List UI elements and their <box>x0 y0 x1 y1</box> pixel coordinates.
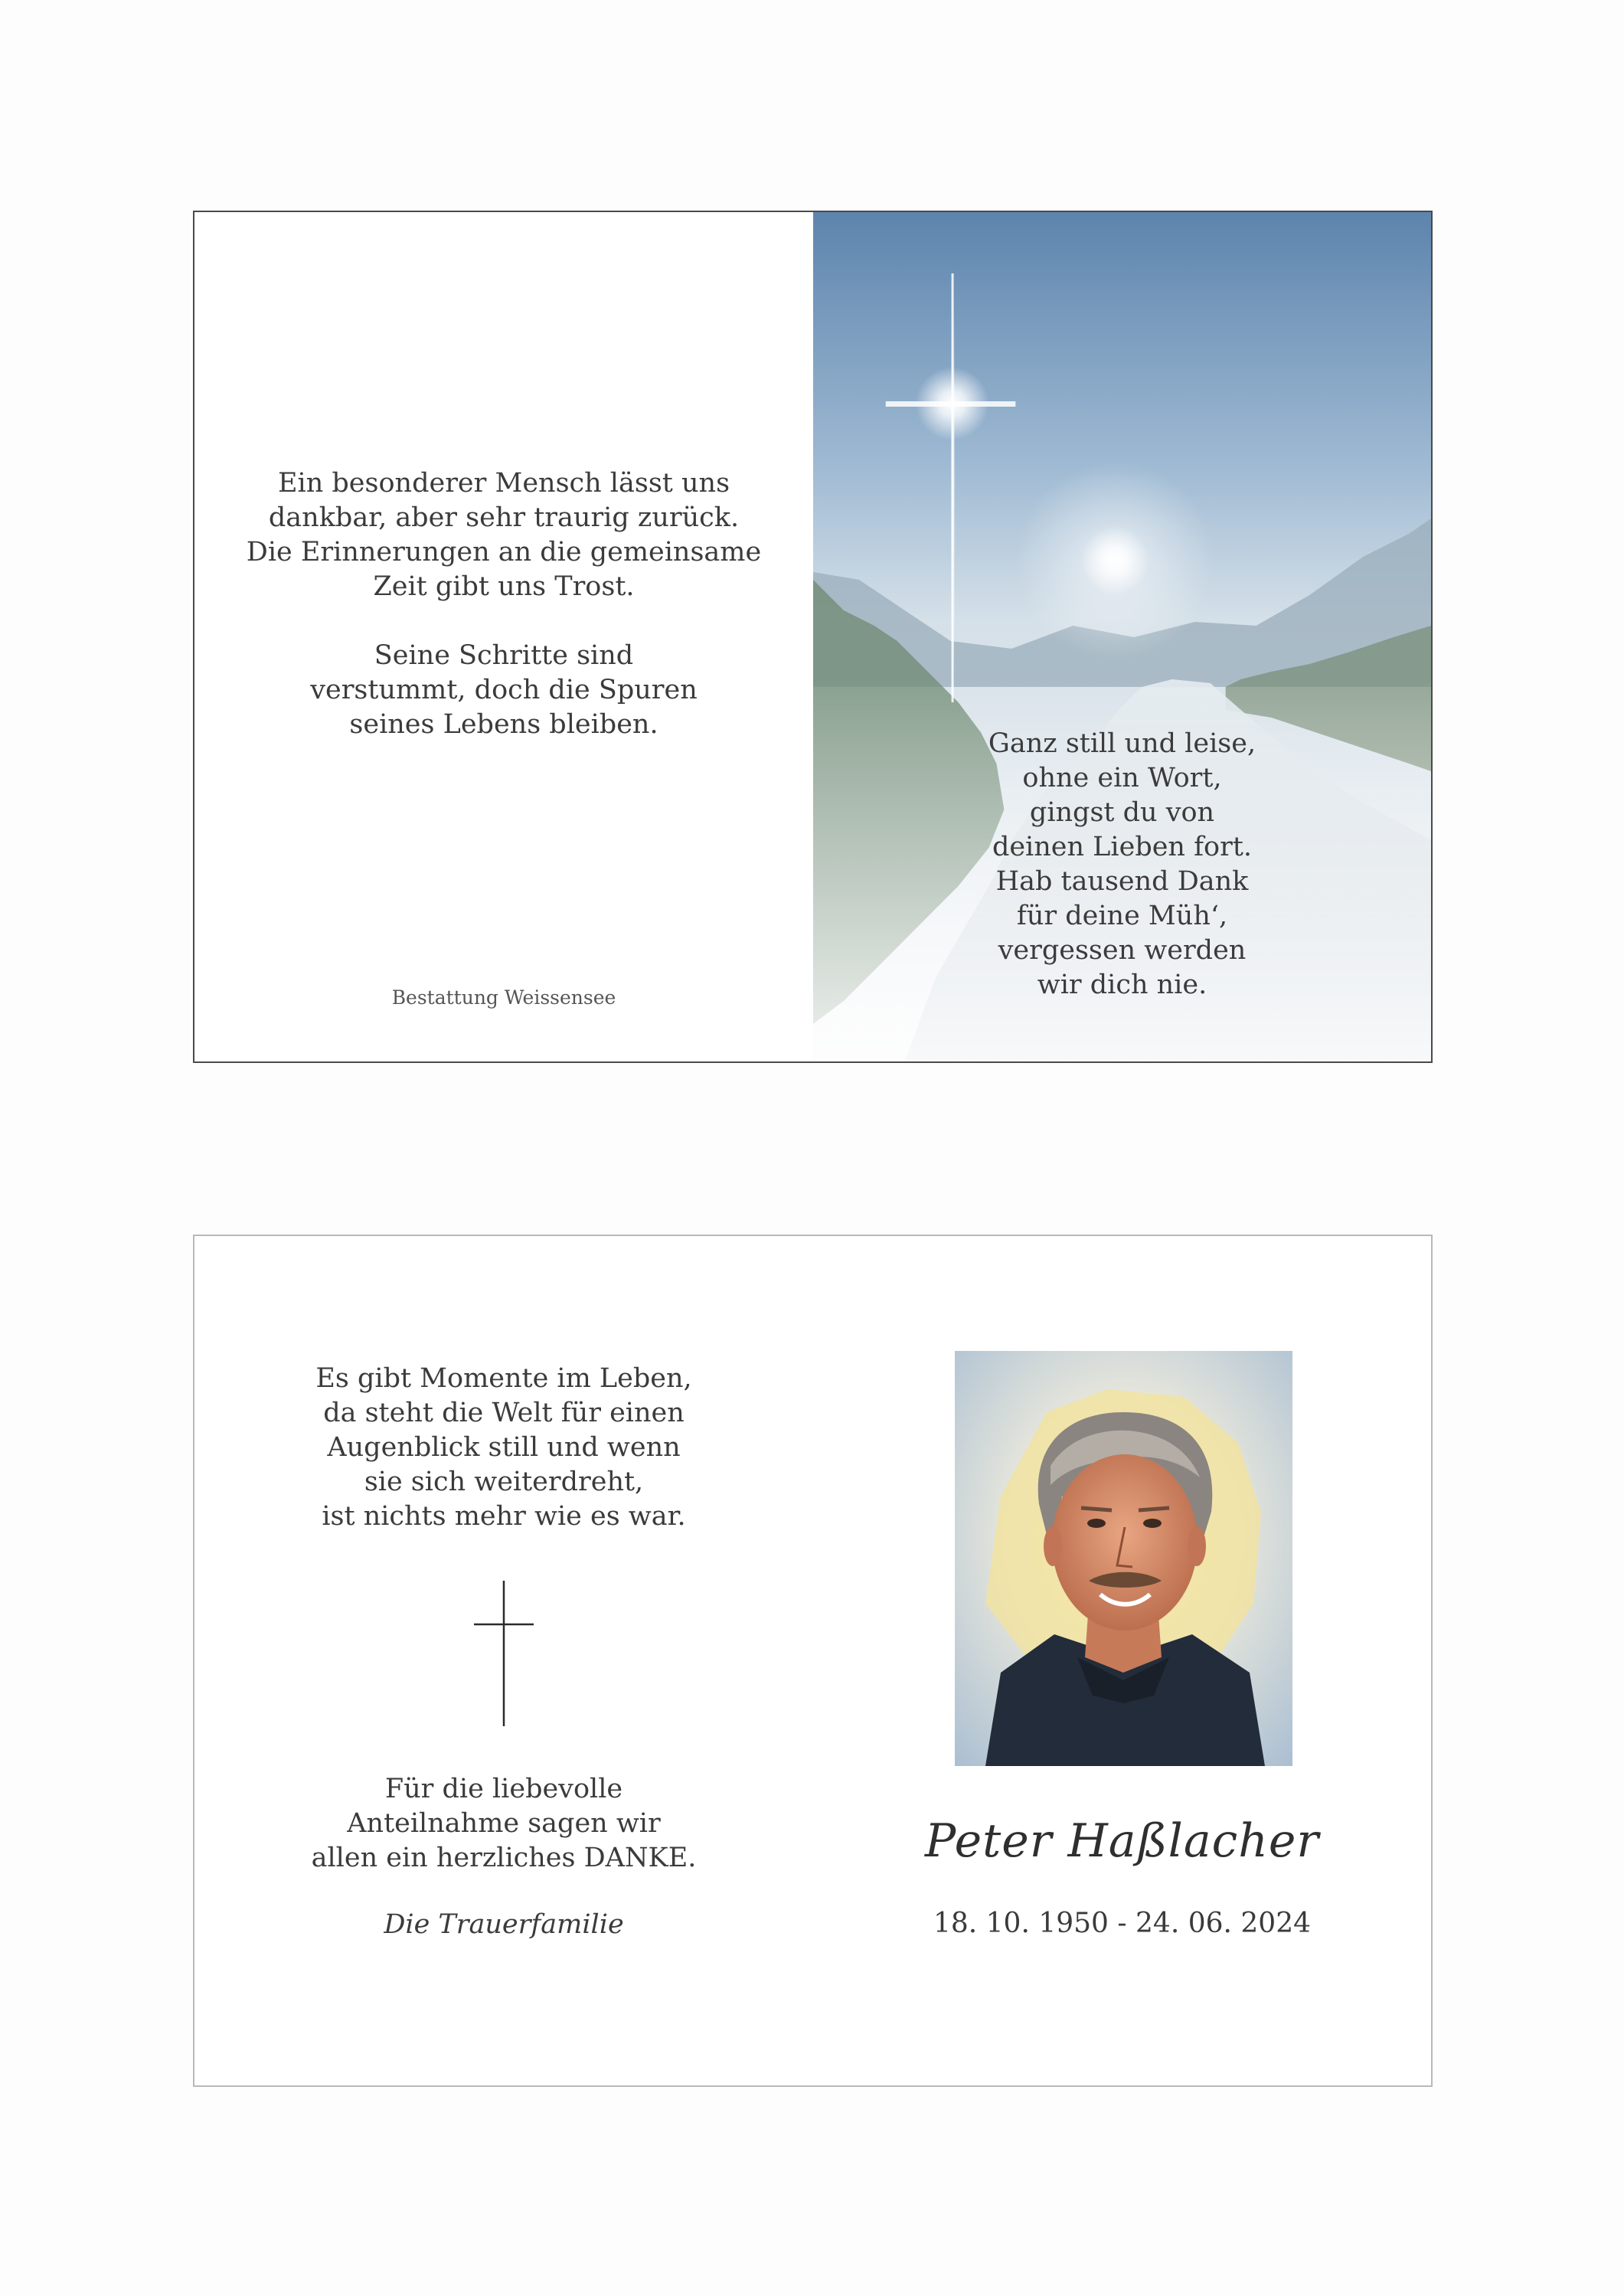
signature <box>194 1908 813 1942</box>
verse-line: Ganz still und leise, <box>988 728 1256 759</box>
verse-line: Augenblick still und wenn <box>327 1432 681 1463</box>
verse-line: verstummt, doch die Spuren <box>310 675 698 705</box>
verse-line: Zeit gibt uns Trost. <box>373 571 635 602</box>
deceased-name: Peter Haßlacher <box>924 1814 1320 1868</box>
top-left-verse <box>194 466 813 742</box>
verse-line: ist nichts mehr wie es war. <box>322 1501 686 1532</box>
bottom-left-panel <box>194 1236 813 2085</box>
verse-line: Für die liebevolle <box>384 1774 623 1804</box>
top-left-panel <box>194 212 813 1061</box>
portrait-photo <box>955 1351 1292 1766</box>
verse-line: vergessen werden <box>998 935 1247 966</box>
signature-text: Die Trauerfamilie <box>384 1909 624 1940</box>
verse-line: sie sich weiterdreht, <box>364 1467 644 1497</box>
verse-line: allen ein herzliches DANKE. <box>311 1843 697 1873</box>
verse-line: Seine Schritte sind <box>374 640 634 671</box>
top-right-panel <box>813 212 1431 1061</box>
verse-line: für deine Müh‘, <box>1016 901 1228 931</box>
verse-line: wir dich nie. <box>1037 970 1207 1000</box>
funeral-home-label: Bestattung Weissensee <box>391 986 616 1009</box>
top-right-verse <box>813 727 1431 1002</box>
verse-line: Die Erinnerungen an die gemeinsame <box>246 537 762 567</box>
verse-spacer <box>194 604 813 639</box>
card-inner-spread <box>193 1235 1433 2087</box>
verse-line: dankbar, aber sehr traurig zurück. <box>268 502 740 533</box>
verse-line: Es gibt Momente im Leben, <box>315 1363 692 1394</box>
cross-icon <box>474 1581 534 1726</box>
verse-line: da steht die Welt für einen <box>323 1398 685 1428</box>
verse-line: gingst du von <box>1029 797 1215 828</box>
verse-line: Hab tausend Dank <box>995 866 1249 897</box>
verse-line: ohne ein Wort, <box>1022 763 1222 793</box>
thanks-verse <box>194 1772 813 1876</box>
card-outer-spread <box>193 211 1433 1063</box>
life-dates: 18. 10. 1950 - 24. 06. 2024 <box>933 1908 1312 1939</box>
verse-line: deinen Lieben fort. <box>992 832 1253 862</box>
verse-line: Anteilnahme sagen wir <box>347 1808 661 1839</box>
verse-line: seines Lebens bleiben. <box>349 709 658 740</box>
bottom-left-verse <box>194 1362 813 1534</box>
verse-line: Ein besonderer Mensch lässt uns <box>277 468 730 499</box>
